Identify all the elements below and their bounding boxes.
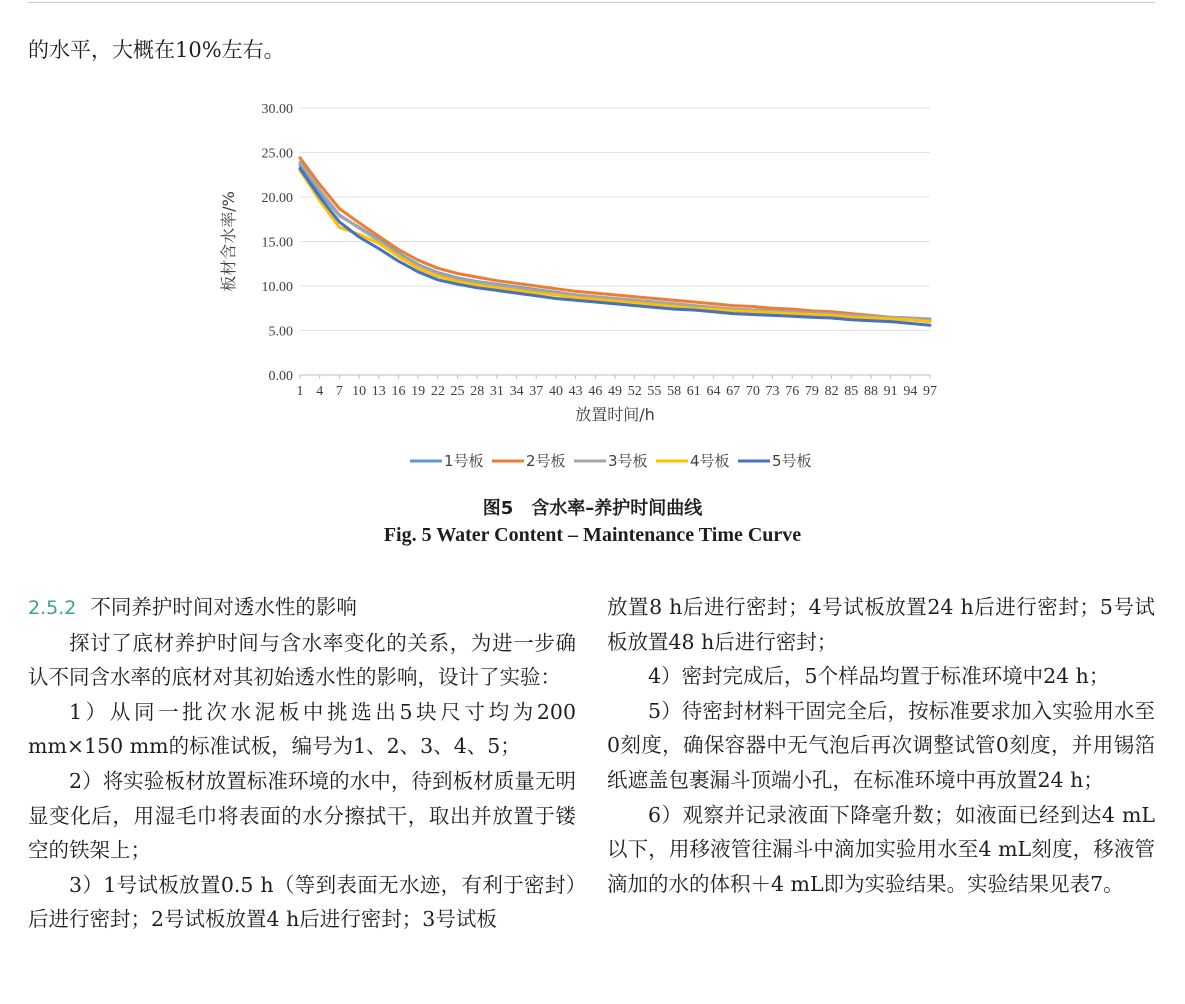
x-tick-label: 73 bbox=[765, 384, 780, 399]
legend-label: 1号板 bbox=[444, 452, 484, 470]
x-tick-label: 13 bbox=[371, 384, 386, 399]
x-tick-label: 43 bbox=[568, 384, 583, 399]
figure-caption-en: Fig. 5 Water Content – Maintenance Time Curve bbox=[383, 524, 802, 546]
figure-caption-cn: 图5 含水率–养护时间曲线 bbox=[482, 498, 703, 519]
paragraph: 3）1号试板放置0.5 h（等到表面无水迹，有利于密封）后进行密封；2号试板放置4 h后进行密封；3号试板 bbox=[28, 872, 576, 932]
x-tick-label: 7 bbox=[335, 384, 343, 399]
x-tick-label: 91 bbox=[883, 384, 898, 399]
x-tick-label: 22 bbox=[430, 384, 445, 399]
legend-label: 4号板 bbox=[690, 452, 730, 470]
intro-text: 的水平，大概在10%左右。 bbox=[28, 38, 285, 62]
x-tick-label: 52 bbox=[627, 384, 642, 399]
x-tick-label: 67 bbox=[726, 384, 741, 399]
paragraph: 5）待密封材料干固完全后，按标准要求加入实验用水至0刻度，确保容器中无气泡后再次调整试管0刻度，并用锡箔纸遮盖包裹漏斗顶端小孔，在标准环境中再放置24 h； bbox=[607, 698, 1155, 792]
series-line bbox=[300, 158, 930, 320]
water-content-chart bbox=[200, 90, 960, 480]
section-title: 不同养护时间对透水性的影响 bbox=[90, 595, 357, 619]
x-tick-label: 49 bbox=[608, 384, 622, 399]
x-tick-label: 85 bbox=[844, 384, 859, 399]
x-tick-label: 37 bbox=[529, 384, 544, 399]
x-tick-label: 19 bbox=[411, 384, 426, 399]
x-tick-label: 4 bbox=[316, 384, 324, 399]
x-tick-label: 16 bbox=[391, 384, 406, 399]
x-tick-label: 40 bbox=[548, 384, 563, 399]
section-heading bbox=[28, 590, 576, 626]
y-tick-label: 15.00 bbox=[261, 235, 293, 251]
paragraph: 放置8 h后进行密封；4号试板放置24 h后进行密封；5号试板放置48 h后进行密封； bbox=[607, 595, 1155, 654]
section-number: 2.5.2 bbox=[28, 597, 77, 619]
x-tick-label: 88 bbox=[863, 384, 878, 399]
x-tick-label: 76 bbox=[785, 384, 800, 399]
x-tick-label: 70 bbox=[745, 384, 760, 399]
y-tick-label: 20.00 bbox=[261, 191, 293, 206]
paragraph: 4）密封完成后，5个样品均置于标准环境中24 h； bbox=[648, 664, 1110, 689]
x-axis-label: 放置时间/h bbox=[575, 405, 655, 424]
x-tick-label: 46 bbox=[588, 384, 603, 399]
legend-label: 3号板 bbox=[608, 452, 648, 470]
x-tick-label: 82 bbox=[824, 384, 839, 399]
legend-label: 2号板 bbox=[526, 452, 566, 470]
y-tick-label: 25.00 bbox=[261, 146, 293, 162]
paragraph: 1）从同一批次水泥板中挑选出5块尺寸均为200 mm×150 mm的标准试板，编号为1、2、3、4、5； bbox=[28, 699, 576, 759]
x-tick-label: 34 bbox=[509, 384, 524, 399]
y-axis-label: 板材含水率/% bbox=[219, 191, 238, 292]
paragraph: 6）观察并记录液面下降毫升数；如液面已经到达4 mL以下，用移液管往漏斗中滴加实验用水至4 mL刻度，移液管滴加的水的体积＋4 mL即为实验结果。实验结果见表7。 bbox=[607, 802, 1155, 896]
x-tick-label: 94 bbox=[903, 384, 918, 399]
paragraph: 2）将实验板材放置标准环境的水中，待到板材质量无明显变化后，用湿毛巾将表面的水分擦拭干，取出并放置于镂空的铁架上； bbox=[28, 768, 576, 863]
x-tick-label: 31 bbox=[489, 384, 504, 399]
right-column bbox=[607, 590, 1155, 901]
x-tick-label: 79 bbox=[804, 384, 819, 399]
x-tick-label: 64 bbox=[706, 384, 721, 399]
left-column bbox=[28, 590, 576, 937]
y-tick-label: 5.00 bbox=[268, 324, 293, 340]
x-tick-label: 25 bbox=[450, 384, 465, 399]
x-tick-label: 97 bbox=[923, 384, 937, 399]
y-tick-label: 0.00 bbox=[268, 369, 293, 384]
x-tick-label: 1 bbox=[296, 384, 304, 399]
top-rule bbox=[28, 2, 1155, 3]
paragraph: 探讨了底材养护时间与含水率变化的关系，为进一步确认不同含水率的底材对其初始透水性的影响，设计了实验： bbox=[28, 630, 576, 690]
x-tick-label: 28 bbox=[470, 384, 485, 399]
x-tick-label: 61 bbox=[686, 384, 701, 399]
x-tick-label: 10 bbox=[352, 384, 367, 399]
y-tick-label: 10.00 bbox=[261, 280, 293, 295]
x-tick-label: 55 bbox=[647, 384, 662, 399]
legend-label: 5号板 bbox=[772, 452, 812, 470]
x-tick-label: 58 bbox=[667, 384, 682, 399]
y-tick-label: 30.00 bbox=[261, 102, 293, 117]
